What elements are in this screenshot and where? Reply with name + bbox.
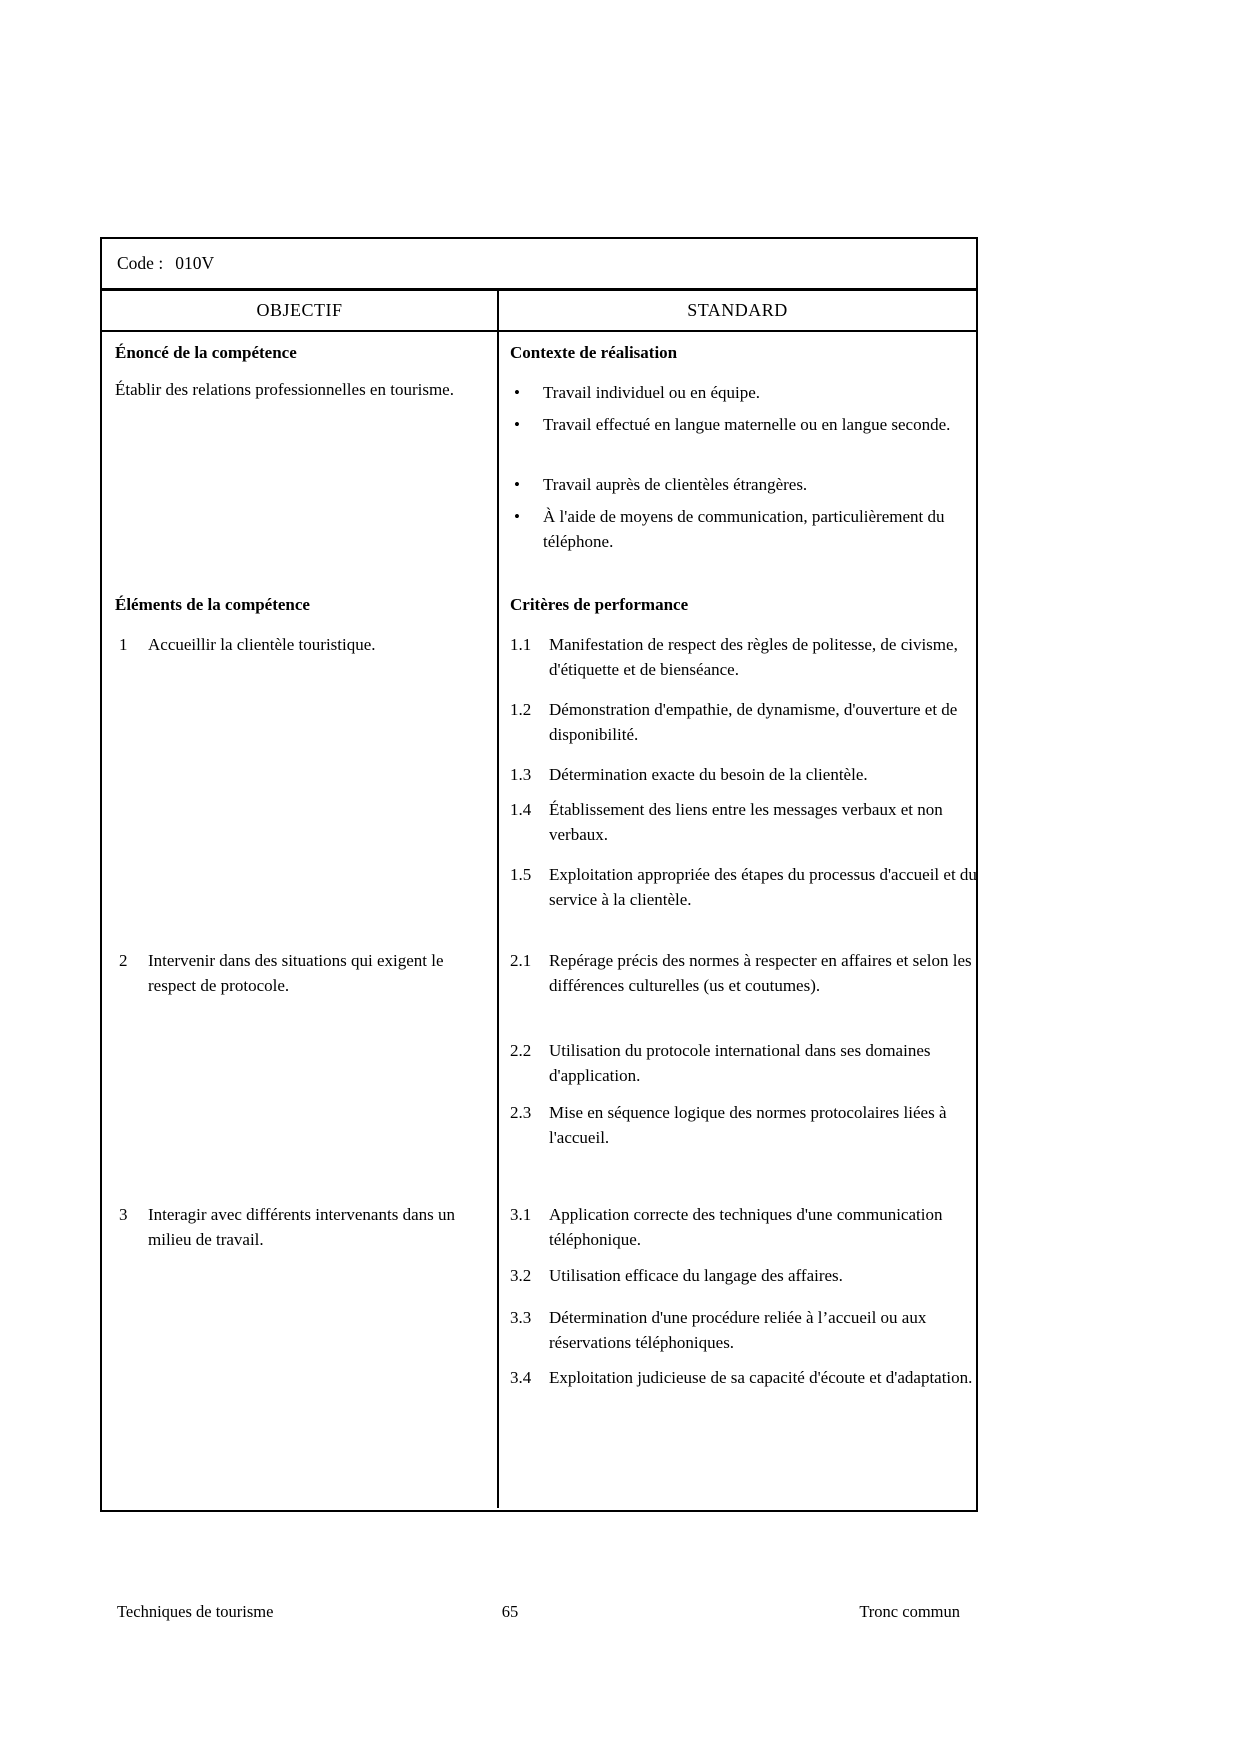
element-item <box>119 948 485 998</box>
criterion-number: 3.2 <box>510 1266 532 1285</box>
criterion-text: Mise en séquence logique des normes protocolaires liées à l'accueil. <box>549 1103 947 1147</box>
criterion-item <box>510 632 977 682</box>
criteria-heading: Critères de performance <box>510 595 689 614</box>
criterion-item <box>510 1365 977 1390</box>
table-body <box>102 332 976 1508</box>
element-text: Intervenir dans des situations qui exigent le respect de protocole. <box>148 951 444 995</box>
element-number: 2 <box>119 951 128 970</box>
context-bullet <box>514 472 977 497</box>
bullet-text: À l'aide de moyens de communication, particulièrement du téléphone. <box>543 507 945 551</box>
element-item <box>119 632 485 657</box>
criterion-text: Exploitation appropriée des étapes du processus d'accueil et du service à la clientèle. <box>549 865 977 909</box>
criterion-text: Établissement des liens entre les messages verbaux et non verbaux. <box>549 800 943 844</box>
footer-document-title: Techniques de tourisme <box>117 1602 274 1621</box>
element-text: Accueillir la clientèle touristique. <box>148 635 376 654</box>
element-number: 3 <box>119 1205 128 1224</box>
criterion-text: Démonstration d'empathie, de dynamisme, d'ouverture et de disponibilité. <box>549 700 958 744</box>
criterion-item <box>510 1100 977 1150</box>
statement-heading: Énoncé de la compétence <box>115 343 297 362</box>
code-row <box>102 239 976 291</box>
footer-page-number: 65 <box>501 1602 519 1621</box>
statement-text: Établir des relations professionnelles en tourisme. <box>115 380 454 399</box>
criterion-text: Repérage précis des normes à respecter en affaires et selon les différences culturelles (us et coutumes). <box>549 951 972 995</box>
criterion-number: 1.5 <box>510 865 532 884</box>
criterion-number: 2.1 <box>510 951 532 970</box>
context-bullet <box>514 412 977 437</box>
criterion-text: Utilisation du protocole international dans ses domaines d'application. <box>549 1041 931 1085</box>
bullet-icon: • <box>514 507 520 526</box>
criterion-number: 1.3 <box>510 765 532 784</box>
context-bullet <box>514 504 977 554</box>
criterion-item <box>510 1263 977 1288</box>
competency-table <box>100 237 978 1512</box>
bullet-icon: • <box>514 475 520 494</box>
criterion-text: Exploitation judicieuse de sa capacité d'écoute et d'adaptation. <box>549 1368 973 1387</box>
criterion-item <box>510 948 977 998</box>
criterion-item <box>510 1202 977 1252</box>
criterion-number: 3.1 <box>510 1205 532 1224</box>
element-item <box>119 1202 485 1252</box>
element-text: Interagir avec différents intervenants dans un milieu de travail. <box>148 1205 455 1249</box>
criterion-number: 3.3 <box>510 1308 532 1327</box>
criterion-number: 2.3 <box>510 1103 532 1122</box>
criterion-item <box>510 762 977 787</box>
criterion-number: 1.2 <box>510 700 532 719</box>
element-number: 1 <box>119 635 128 654</box>
table-header-row <box>102 291 976 332</box>
bullet-text: Travail effectué en langue maternelle ou en langue seconde. <box>543 415 951 434</box>
criterion-text: Détermination d'une procédure reliée à l’accueil ou aux réservations téléphoniques. <box>549 1308 927 1352</box>
code-value: 010V <box>175 253 215 273</box>
criterion-number: 1.1 <box>510 635 532 654</box>
column-header-objectif: OBJECTIF <box>102 291 499 330</box>
footer-section-title: Tronc commun <box>859 1602 960 1621</box>
code-label: Code : <box>117 253 164 273</box>
context-bullet <box>514 380 977 405</box>
criterion-item <box>510 697 977 747</box>
criterion-number: 3.4 <box>510 1368 532 1387</box>
bullet-icon: • <box>514 415 520 434</box>
column-divider <box>497 332 499 1508</box>
elements-heading: Éléments de la compétence <box>115 595 310 614</box>
criterion-item <box>510 1038 977 1088</box>
bullet-icon: • <box>514 383 520 402</box>
criterion-item <box>510 862 977 912</box>
criterion-text: Détermination exacte du besoin de la clientèle. <box>549 765 868 784</box>
criterion-number: 1.4 <box>510 800 532 819</box>
column-header-standard: STANDARD <box>687 300 788 320</box>
criterion-number: 2.2 <box>510 1041 532 1060</box>
bullet-text: Travail individuel ou en équipe. <box>543 383 761 402</box>
context-heading: Contexte de réalisation <box>510 343 678 362</box>
criterion-text: Utilisation efficace du langage des affaires. <box>549 1266 843 1285</box>
criterion-item <box>510 797 977 847</box>
criterion-text: Application correcte des techniques d'une communication téléphonique. <box>549 1205 943 1249</box>
bullet-text: Travail auprès de clientèles étrangères. <box>543 475 808 494</box>
criterion-text: Manifestation de respect des règles de politesse, de civisme, d'étiquette et de bienséance. <box>549 635 958 679</box>
criterion-item <box>510 1305 977 1355</box>
